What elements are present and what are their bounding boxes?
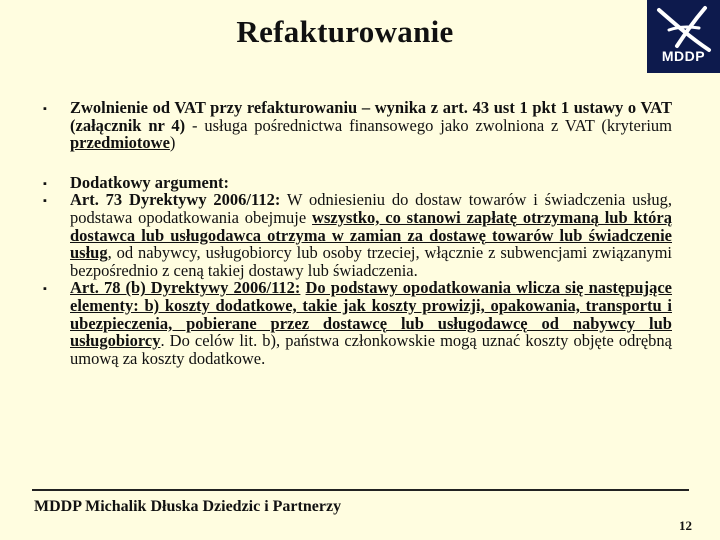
bullet-text-segment: wszystko, co stanowi zapłatę otrzymaną lub którą dostawca lub usługodawca otrzyma w zamian za dostawę towarów lub świadczenie usług [70, 207, 672, 263]
bullet-item [40, 99, 672, 152]
bullet-text-segment: , od nabywcy, usługobiorcy lub osoby trzeciej, włącznie z subwencjami związanymi bezpośrednio z ceną takiej dostawy lub świadczenia. [70, 243, 672, 280]
bullet-text-segment: ) [169, 133, 176, 153]
bullet-square-icon: ▪ [43, 195, 47, 208]
bullet-square-icon: ▪ [43, 177, 47, 190]
bullet-list [40, 99, 672, 367]
bullet-text-segment: - usługa pośrednictwa finansowego jako zwolniona z VAT (kryterium [185, 115, 672, 135]
bullet-text-segment: przedmiotowe [70, 133, 170, 153]
bullet-square-icon: ▪ [43, 103, 47, 115]
footer-company-name: MDDP Michalik Dłuska Dziedzic i Partnerzy [34, 498, 342, 515]
slide-title: Refakturowanie [236, 14, 454, 49]
bullet-item [40, 279, 672, 367]
page-number: 12 [679, 518, 692, 533]
bullet-text-segment: Zwolnienie od VAT przy refakturowaniu – wynika z art. 43 ust 1 pkt 1 ustawy o VAT (załącznik nr 4) [70, 98, 672, 135]
logo-text: MDDP [661, 48, 706, 64]
bullet-text-segment: . Do celów lit. b), państwa członkowskie mogą uznać koszty objęte odrębną umową za koszty dodatkowe. [70, 331, 672, 368]
bullet-text-segment: Art. 78 (b) Dyrektywy 2006/112: [70, 278, 301, 298]
footer-divider [32, 489, 689, 491]
bullet-text-segment: Do podstawy opodatkowania wlicza się następujące elementy: b) koszty dodatkowe, takie jak koszty prowizji, opakowania, transportu i ubezpieczenia, pobierane przez dostawcę lub usługodawcę od nabywcy lub usługobiorcy [70, 278, 672, 351]
bullet-square-icon: ▪ [43, 283, 47, 296]
bullet-item [40, 174, 672, 192]
bullet-item [40, 191, 672, 279]
bullet-text-segment: Dodatkowy argument: [70, 172, 230, 192]
bullet-text-segment: Art. 73 Dyrektywy 2006/112: [70, 190, 281, 210]
bullet-text-segment: W odniesieniu do dostaw towarów i świadczenia usług, podstawa opodatkowania obejmuje [70, 190, 672, 227]
mddp-logo [647, 0, 720, 73]
